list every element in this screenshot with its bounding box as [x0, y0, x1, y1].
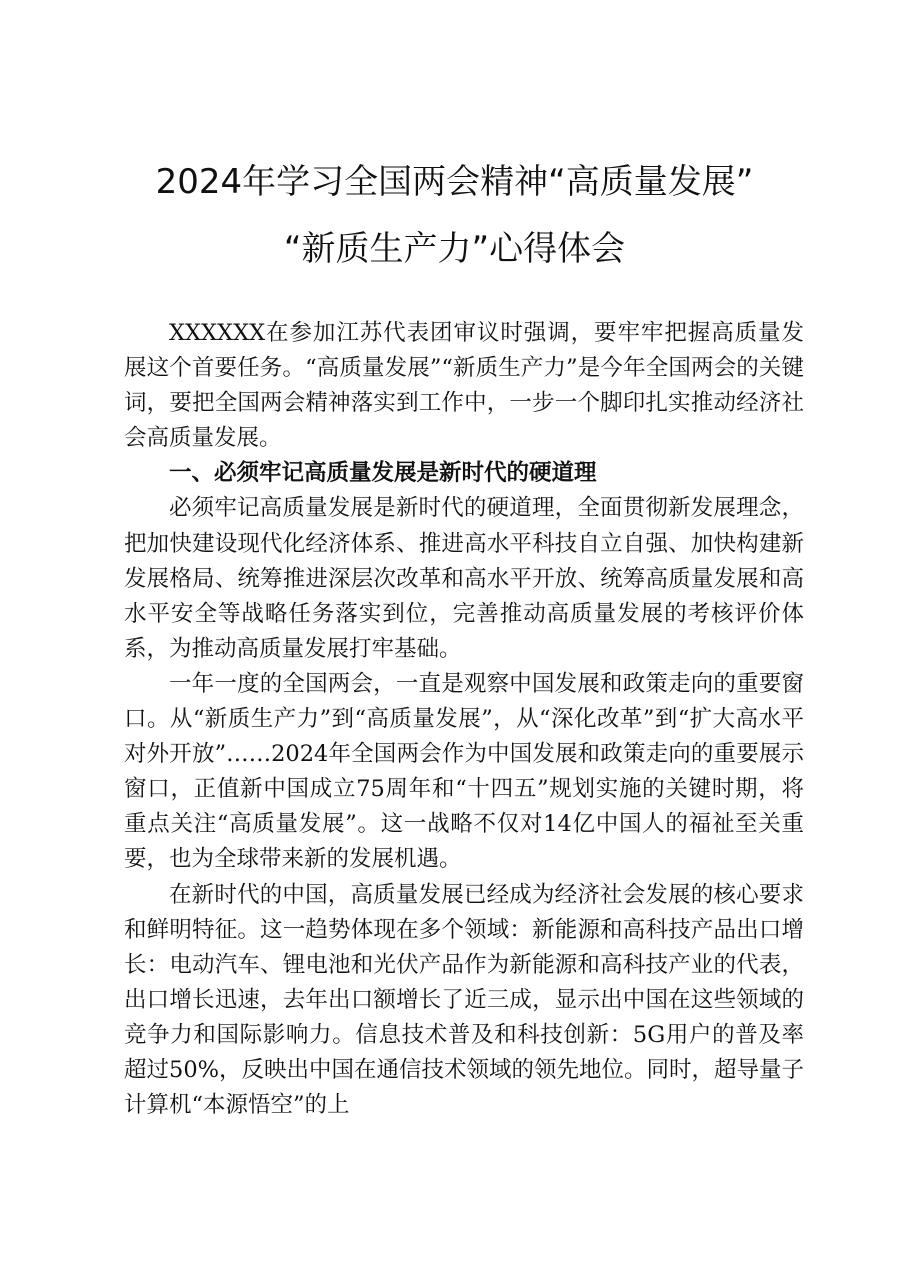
- paragraph-new-era: 在新时代的中国，高质量发展已经成为经济社会发展的核心要求和鲜明特征。这一趋势体现在多个领域：新能源和高科技产品出口增长：电动汽车、锂电池和光伏产品作为新能源和高科技产业的代表，出口增长迅速，去年出口额增长了近三成，显示出中国在这些领域的竞争力和国际影响力。信息技术普及和科技创新：5G用户的普及率超过50%，反映出中国在通信技术领域的领先地位。同时，超导量子计算机“本源悟空”的上: [124, 881, 805, 1119]
- paragraph-two-sessions: 一年一度的全国两会，一直是观察中国发展和政策走向的重要窗口。从“新质生产力”到“高质量发展”，从“深化改革”到“扩大高水平对外开放”……2024年全国两会作为中国发展和政策走向的重要展示窗口，正值新中国成立75周年和“十四五”规划实施的关键时期，将重点关注“高质量发展”。这一战略不仅对14亿中国人的福祉至关重要，也为全球带来新的发展机遇。: [124, 670, 804, 873]
- paragraph-section-1: 必须牢记高质量发展是新时代的硬道理，全面贯彻新发展理念，把加快建设现代化经济体系、推进高水平科技自立自强、加快构建新发展格局、统筹推进深层次改革和高水平开放、统筹高质量发展和高水平安全等战略任务落实到位，完善推动高质量发展的考核评价体系，为推动高质量发展打牢基础。: [124, 495, 804, 662]
- document-body: [124, 316, 804, 1123]
- paragraph-intro: XXXXXX在参加江苏代表团审议时强调，要牢牢把握高质量发展这个首要任务。“高质量发展”“新质生产力”是今年全国两会的关键词，要把全国两会精神落实到工作中，一步一个脚印扎实推动经济社会高质量发展。: [124, 320, 804, 452]
- document-title-line-1: 2024年学习全国两会精神“高质量发展”: [155, 162, 754, 202]
- document-title-line-2: “新质生产力”心得体会: [283, 229, 626, 269]
- section-heading-1: 一、必须牢记高质量发展是新时代的硬道理: [169, 460, 597, 487]
